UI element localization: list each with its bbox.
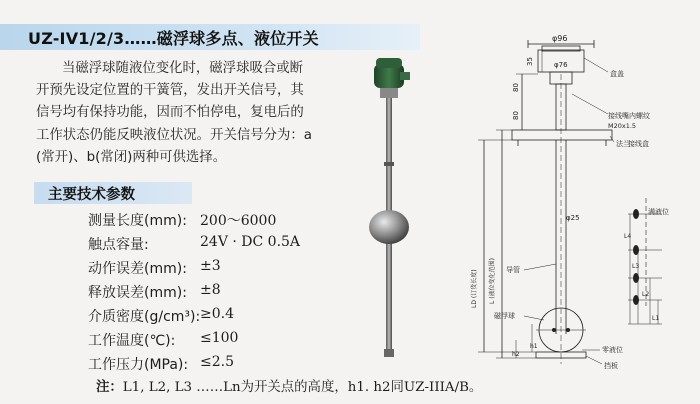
dim-35: 35 bbox=[526, 57, 534, 66]
footnote-key: 注： bbox=[96, 380, 123, 395]
rod-collar bbox=[384, 162, 394, 166]
technical-drawing bbox=[432, 34, 696, 374]
spec-value: 24V · DC 0.5A bbox=[200, 234, 301, 250]
dim-80-bottom: 80 bbox=[512, 111, 520, 120]
dim-h2: h2 bbox=[512, 351, 520, 358]
dim-l-range: L (液位变化范围) bbox=[489, 258, 496, 304]
description-line: 开预先设定位置的干簧管，发出开关信号，其 bbox=[36, 83, 304, 99]
dim-80-top: 80 bbox=[512, 83, 520, 92]
label-guide-tube: 导管 bbox=[506, 266, 520, 274]
spec-value: ±3 bbox=[200, 258, 221, 274]
spec-value: ≤100 bbox=[200, 330, 239, 346]
dim-h1: h1 bbox=[530, 343, 538, 350]
description-line: 信号均有保持功能，因而不怕停电，复电后的 bbox=[36, 105, 304, 121]
spec-value: ±8 bbox=[200, 282, 221, 298]
description-line: 当磁浮球随液位变化时，磁浮球吸合或断 bbox=[62, 61, 304, 76]
dim-m20: M20x1.5 bbox=[608, 122, 637, 130]
label-float-ball: 磁浮球 bbox=[494, 312, 515, 320]
spec-label: 工作压力(MPa): bbox=[88, 357, 189, 373]
product-photo bbox=[356, 44, 426, 374]
spec-heading: 主要技术参数 bbox=[48, 187, 135, 203]
dim-phi25: φ25 bbox=[566, 214, 580, 222]
label-junction: 接线盒 bbox=[628, 140, 649, 148]
label-box-cover: 盒盖 bbox=[610, 70, 624, 78]
label-zero-level: 零液位 bbox=[602, 346, 623, 354]
dim-phi76: φ76 bbox=[554, 61, 568, 69]
label-thread: 接线嘴内螺纹 bbox=[608, 112, 650, 120]
dim-ld: LD (订货长度) bbox=[471, 269, 478, 308]
description-line: (常开)、b(常闭)两种可供选择。 bbox=[36, 149, 227, 165]
rod-end bbox=[384, 349, 394, 357]
spec-label: 介质密度(g/cm³): bbox=[88, 309, 201, 325]
dim-l2: L2 bbox=[642, 291, 650, 298]
footnote bbox=[96, 376, 482, 395]
page-title: UZ-IV1/2/3……磁浮球多点、液位开关 bbox=[28, 29, 319, 48]
dim-phi96: φ96 bbox=[552, 34, 568, 43]
dim-l3: L3 bbox=[632, 263, 640, 270]
spec-label: 测量长度(mm): bbox=[88, 213, 187, 229]
spec-label: 工作温度(℃): bbox=[88, 333, 176, 349]
spec-value: 200～6000 bbox=[200, 213, 277, 229]
spec-label: 释放误差(mm): bbox=[88, 285, 187, 301]
spec-value: ≤2.5 bbox=[200, 354, 234, 370]
junction-housing bbox=[374, 58, 410, 98]
description-line: 工作状态仍能反映液位状况。开关信号分为：a bbox=[36, 127, 313, 143]
spec-label: 动作误差(mm): bbox=[88, 261, 187, 277]
dim-l1: L1 bbox=[652, 315, 660, 322]
spec-label: 触点容量: bbox=[88, 237, 149, 253]
dim-l4: L4 bbox=[624, 233, 632, 240]
label-high-level: 满液位 bbox=[648, 208, 669, 216]
float-ball bbox=[369, 210, 409, 244]
footnote-text: L1, L2, L3 ……Ln为开关点的高度，h1. h2同UZ-IIIA/B。 bbox=[122, 380, 483, 395]
label-flange: 法兰 bbox=[616, 140, 630, 148]
description bbox=[36, 58, 336, 169]
spec-value: ≥0.4 bbox=[200, 306, 234, 322]
label-baffle: 挡板 bbox=[604, 362, 618, 370]
